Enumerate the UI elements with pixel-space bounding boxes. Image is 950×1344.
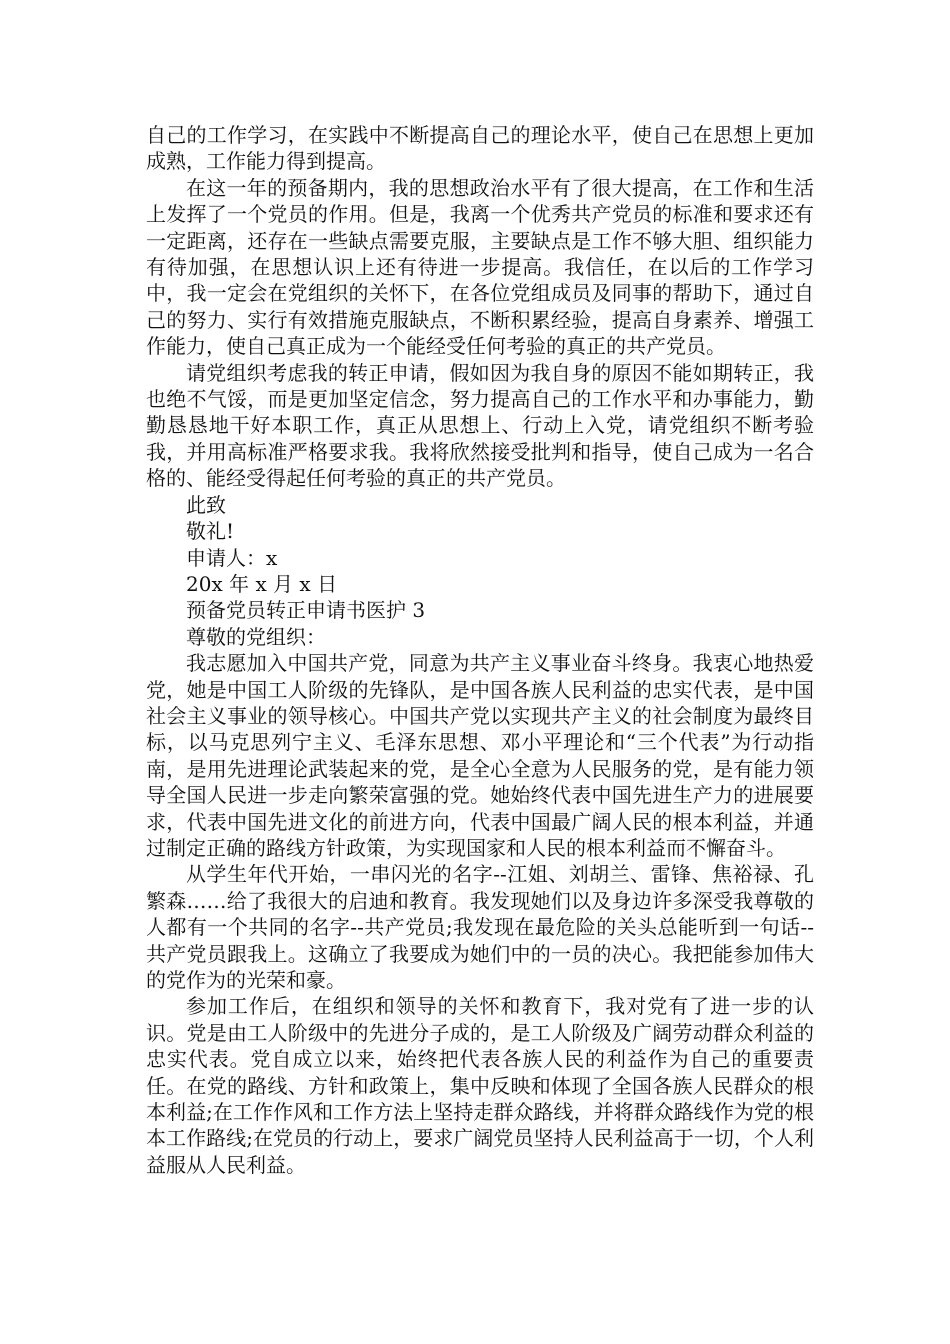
paragraph-work-understanding: 参加工作后，在组织和领导的关怀和教育下，我对党有了进一步的认识。党是由工人阶级中的先进分子成的，是工人阶级及广阔劳动群众利益的忠实代表。党自成立以来，始终把代表各族人民的利益作为自己的重要责任。在党的路线、方针和政策上，集中反映和体现了全国各族人民群众的根本利益;在工作作风和工作方法上坚持走群众路线，并将群众路线作为党的根本工作路线;在党员的行动上，要求广阔党员坚持人民利益高于一切，个人利益服从人民利益。 [146,994,814,1177]
section-title: 预备党员转正申请书医护 3 [186,598,426,623]
date-line: 20x 年 x 月 x 日 [186,571,338,596]
paragraph-request: 请党组织考虑我的转正申请，假如因为我自身的原因不能如期转正，我也绝不气馁，而是更加坚定信念，努力提高自己的工作水平和办事能力，勤勤恳恳地干好本职工作，真正从思想上、行动上入党，请党组织不断考验我，并用高标准严格要求我。我将欣然接受批判和指导，使自己成为一名合格的、能经受得起任何考验的真正的共产党员。 [146,360,814,491]
paragraph-inspiration: 从学生年代开始，一串闪光的名字--江姐、刘胡兰、雷锋、焦裕禄、孔繁森……给了我很大的启迪和教育。我发现她们以及身边许多深受我尊敬的人都有一个共同的名字--共产党员;我发现在最危险的关头总能听到一句话--共产党员跟我上。这确立了我要成为她们中的一员的决心。我把能参加伟大的党作为的光荣和豪。 [146,862,814,992]
applicant-line: 申请人：x [186,545,278,570]
salutation: 尊敬的党组织： [186,624,326,649]
closing-salute: 敬礼! [186,519,235,544]
paragraph-continued: 自己的工作学习，在实践中不断提高自己的理论水平，使自己在思想上更加成熟，工作能力得到提高。 [146,123,814,174]
paragraph-self-assessment: 在这一年的预备期内，我的思想政治水平有了很大提高，在工作和生活上发挥了一个党员的作用。但是，我离一个优秀共产党员的标准和要求还有一定距离，还存在一些缺点需要克服，主要缺点是工作不够大胆、组织能力有待加强，在思想认识上还有待进一步提高。我信任，在以后的工作学习中，我一定会在党组织的关怀下，在各位党组成员及同事的帮助下，通过自己的努力、实行有效措施克服缺点，不断积累经验，提高自身素养、增强工作能力，使自己真正成为一个能经受任何考验的真正的共产党员。 [146,175,814,359]
closing-greeting: 此致 [186,492,226,517]
paragraph-pledge: 我志愿加入中国共产党，同意为共产主义事业奋斗终身。我衷心地热爱党，她是中国工人阶级的先锋队，是中国各族人民利益的忠实代表，是中国社会主义事业的领导核心。中国共产党以实现共产主义的社会制度为最终目标，以马克思列宁主义、毛泽东思想、邓小平理论和“三个代表”为行动指南，是用先进理论武装起来的党，是全心全意为人民服务的党，是有能力领导全国人民进一步走向繁荣富强的党。她始终代表中国先进生产力的进展要求，代表中国先进文化的前进方向，代表中国最广阔人民的根本利益，并通过制定正确的路线方针政策，为实现国家和人民的根本利益而不懈奋斗。 [146,651,814,860]
document-page [146,122,814,1178]
